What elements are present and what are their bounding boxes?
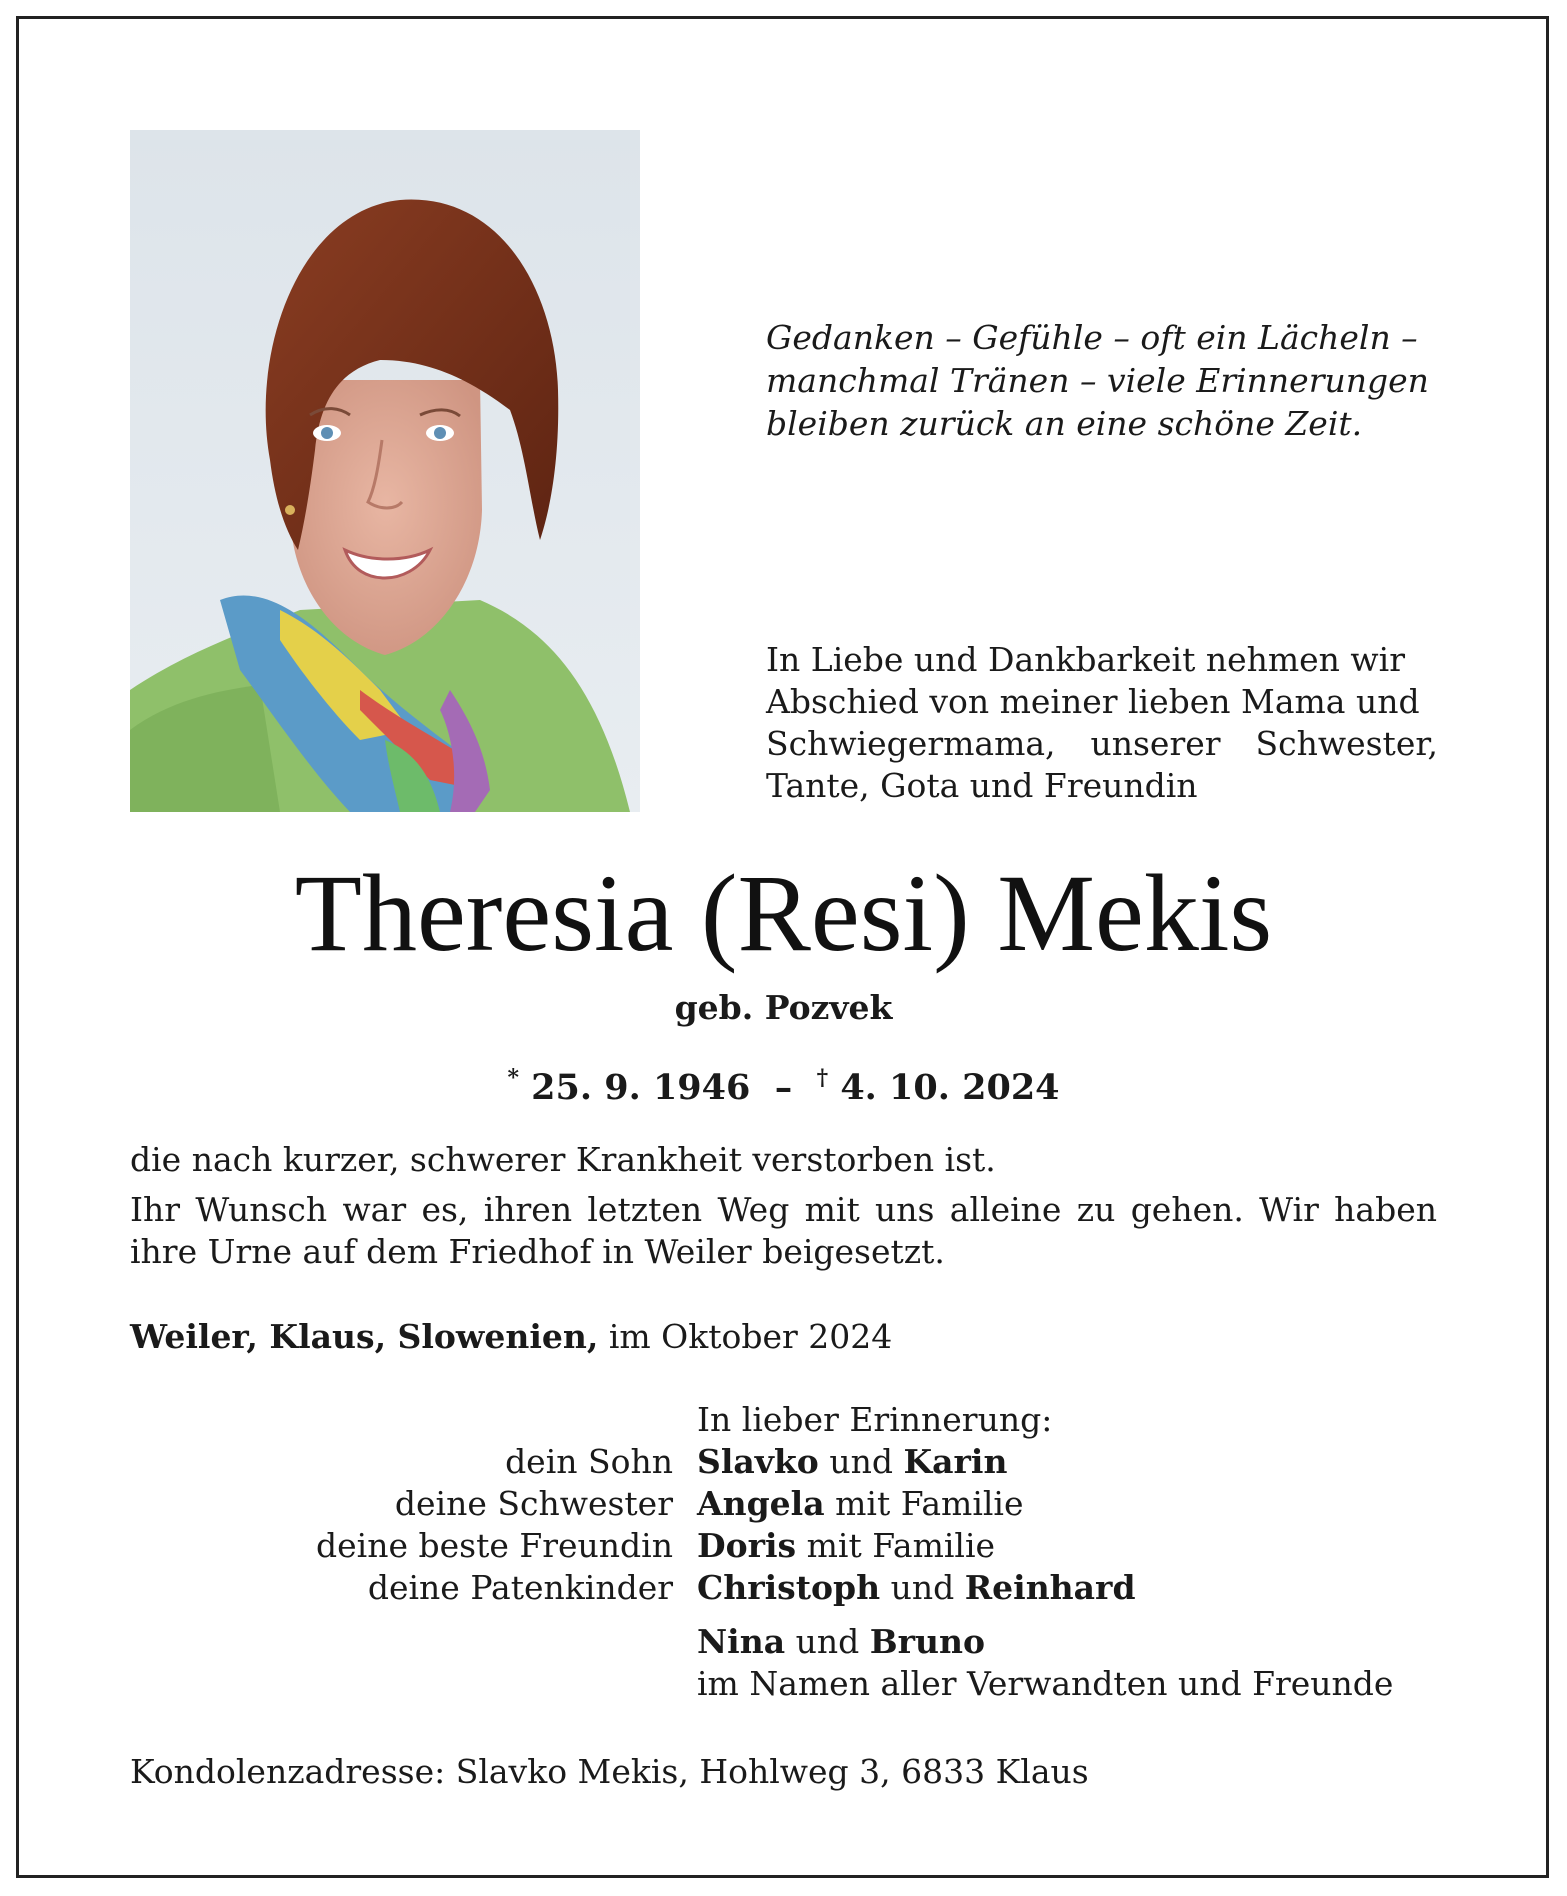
place-date: im Oktober 2024 xyxy=(608,1317,893,1356)
body-word: mit xyxy=(804,1190,860,1229)
intro-line: Abschied von meiner lieben Mama und xyxy=(766,682,1420,721)
relation-label: dein Sohn xyxy=(505,1442,673,1481)
place-locations: Weiler, Klaus, Slowenien, xyxy=(130,1317,599,1356)
farewell-intro xyxy=(766,639,1438,807)
body-word: uns xyxy=(875,1190,935,1229)
mourners-list xyxy=(130,1399,1450,1705)
quote-line: bleiben zurück an eine schöne Zeit. xyxy=(766,404,1363,443)
mourner-name: Bruno xyxy=(869,1622,985,1661)
body-word: Wir xyxy=(1259,1190,1319,1229)
relation-label: deine beste Freundin xyxy=(316,1526,673,1565)
mourner-name: Karin xyxy=(903,1442,1008,1481)
date-dash: – xyxy=(774,1067,793,1108)
mourners-heading: In lieber Erinnerung: xyxy=(697,1400,1053,1439)
life-dates xyxy=(0,1054,1567,1112)
mourner-row xyxy=(130,1567,1450,1609)
memorial-quote xyxy=(766,316,1446,445)
body-word: es, xyxy=(421,1190,469,1229)
body-line: ihre Urne auf dem Friedhof in Weiler beigesetzt. xyxy=(130,1232,945,1271)
mourner-row xyxy=(130,1483,1450,1525)
intro-line: In Liebe und Dankbarkeit nehmen wir xyxy=(766,640,1406,679)
closing-line: im Namen aller Verwandten und Freunde xyxy=(697,1664,1394,1703)
death-symbol: † xyxy=(816,1065,829,1091)
mourner-name: Doris xyxy=(697,1526,797,1565)
body-word: Wunsch xyxy=(195,1190,328,1229)
joiner-text: und xyxy=(829,1442,893,1481)
obituary-body xyxy=(130,1139,1437,1273)
mourners-heading-row xyxy=(130,1399,1450,1441)
joiner-text: und xyxy=(890,1568,955,1607)
intro-line xyxy=(766,723,1438,765)
relation-label: deine Patenkinder xyxy=(367,1568,673,1607)
mourner-name: Angela xyxy=(697,1484,825,1523)
condolence-address: Kondolenzadresse: Slavko Mekis, Hohlweg 3, 6833 Klaus xyxy=(130,1752,1089,1791)
mourner-name: Slavko xyxy=(697,1442,819,1481)
quote-line: Gedanken – Gefühle – oft ein Lächeln – xyxy=(766,318,1418,357)
relation-label: deine Schwester xyxy=(394,1484,673,1523)
intro-word: Schwester, xyxy=(1255,724,1438,763)
body-word: war xyxy=(342,1190,407,1229)
body-line xyxy=(130,1189,1437,1231)
intro-word: Schwiegermama, xyxy=(766,724,1056,763)
body-word: haben xyxy=(1334,1190,1437,1229)
intro-line: Tante, Gota und Freundin xyxy=(766,766,1198,805)
body-word: zu xyxy=(1076,1190,1116,1229)
body-word: Weg xyxy=(717,1190,790,1229)
birth-date: 25. 9. 1946 xyxy=(531,1067,751,1108)
suffix-text: mit Familie xyxy=(835,1484,1024,1523)
mourner-name: Nina xyxy=(697,1622,786,1661)
body-word: alleine xyxy=(949,1190,1062,1229)
mourner-row xyxy=(130,1441,1450,1483)
mourner-row xyxy=(130,1525,1450,1567)
place-and-date xyxy=(130,1316,892,1358)
birth-symbol: * xyxy=(507,1065,519,1091)
mourner-name: Christoph xyxy=(697,1568,881,1607)
quote-line: manchmal Tränen – viele Erinnerungen xyxy=(766,361,1429,400)
suffix-text: mit Familie xyxy=(806,1526,996,1565)
birth-name: geb. Pozvek xyxy=(674,988,893,1027)
body-word: Ihr xyxy=(130,1190,181,1229)
mourner-row xyxy=(130,1663,1450,1705)
death-date: 4. 10. 2024 xyxy=(840,1067,1060,1108)
mourner-name: Reinhard xyxy=(964,1568,1136,1607)
portrait-photo xyxy=(130,130,640,812)
body-word: letzten xyxy=(587,1190,703,1229)
deceased-name: Theresia (Resi) Mekis xyxy=(294,852,1273,974)
mourner-row xyxy=(130,1621,1450,1663)
body-line: die nach kurzer, schwerer Krankheit verstorben ist. xyxy=(130,1140,996,1179)
body-word: ihren xyxy=(483,1190,573,1229)
joiner-text: und xyxy=(795,1622,860,1661)
body-word: gehen. xyxy=(1130,1190,1244,1229)
intro-word: unserer xyxy=(1090,724,1221,763)
